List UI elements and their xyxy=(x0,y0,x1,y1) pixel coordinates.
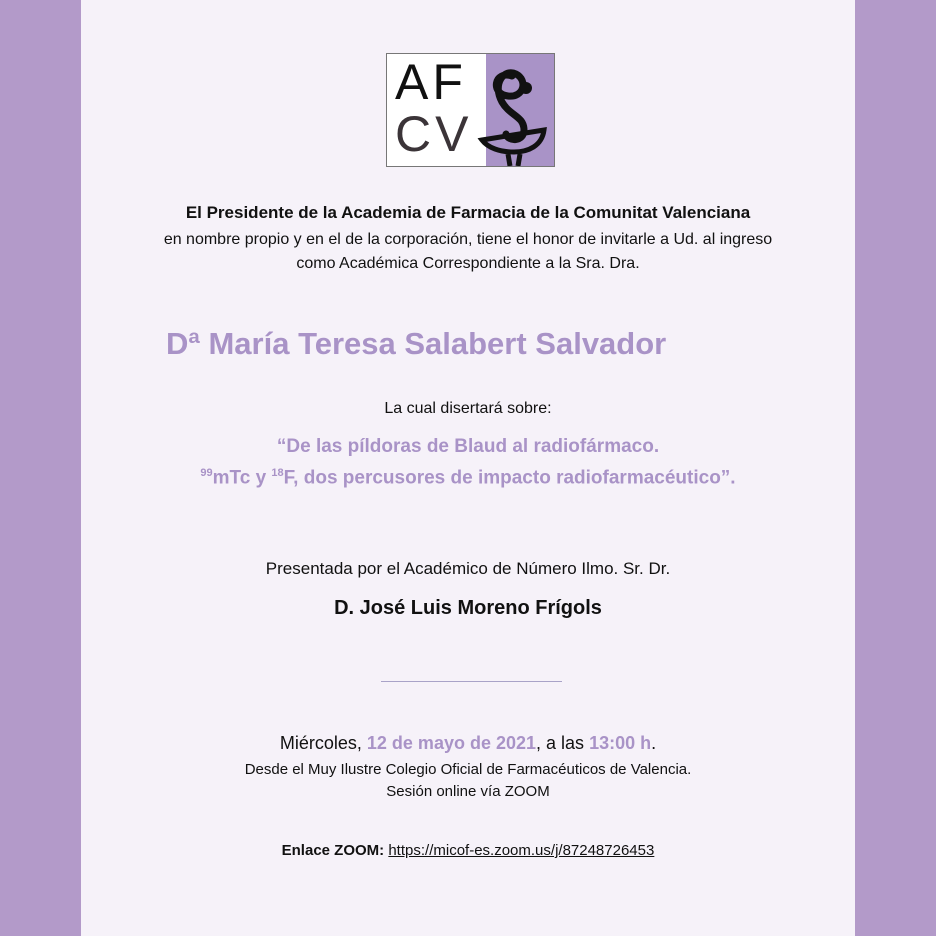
zoom-link-row xyxy=(81,842,855,859)
isotope-18-sup: 18 xyxy=(271,467,284,479)
honoree-name: Dª María Teresa Salabert Salvador xyxy=(166,326,667,361)
invitation-page xyxy=(81,0,855,936)
logo-letters xyxy=(395,56,472,160)
event-date-value: 12 de mayo de 2021 xyxy=(366,733,537,753)
event-venue xyxy=(81,759,855,803)
lecture-title-line-1: “De las píldoras de Blaud al radiofármaco. xyxy=(276,436,660,457)
invitation-line-2: como Académica Correspondiente a la Sra. Dra. xyxy=(296,255,640,272)
lecture-title xyxy=(81,433,855,491)
event-weekday: Miércoles, xyxy=(279,733,362,753)
lecture-title-line-2 xyxy=(81,460,855,491)
event-time-prefix: , a las xyxy=(536,733,585,753)
isotope-99-sup: 99 xyxy=(200,467,213,479)
event-period: . xyxy=(651,733,657,753)
invitation-text xyxy=(81,228,855,276)
presented-by: Presentada por el Académico de Número Ilmo. Sr. Dr. xyxy=(265,559,671,578)
zoom-link[interactable]: https://micof-es.zoom.us/j/87248726453 xyxy=(388,842,655,859)
president-line: El Presidente de la Academia de Farmacia de la Comunitat Valenciana xyxy=(185,203,751,222)
zoom-label: Enlace ZOOM: xyxy=(281,842,385,859)
event-date xyxy=(81,733,855,754)
venue-line: Desde el Muy Ilustre Colegio Oficial de Farmacéuticos de Valencia. xyxy=(244,761,692,778)
session-line: Sesión online vía ZOOM xyxy=(386,783,550,800)
event-time: 13:00 h xyxy=(589,733,652,753)
logo-line-af: AF xyxy=(395,54,467,110)
lecture-title-part-3: F, dos percusores de impacto radiofarmacéutico”. xyxy=(283,467,736,489)
lecture-intro: La cual disertará sobre: xyxy=(384,400,552,417)
logo-line-cv: CV xyxy=(395,106,473,162)
invitation-line-1: en nombre propio y en el de la corporación, tiene el honor de invitarle a Ud. al ingreso xyxy=(163,231,773,248)
afcv-logo xyxy=(386,53,555,167)
bowl-of-hygieia-icon xyxy=(464,54,554,167)
lecture-title-part-2: mTc y xyxy=(212,467,272,489)
divider xyxy=(381,681,562,682)
presenter-name: D. José Luis Moreno Frígols xyxy=(334,597,602,619)
